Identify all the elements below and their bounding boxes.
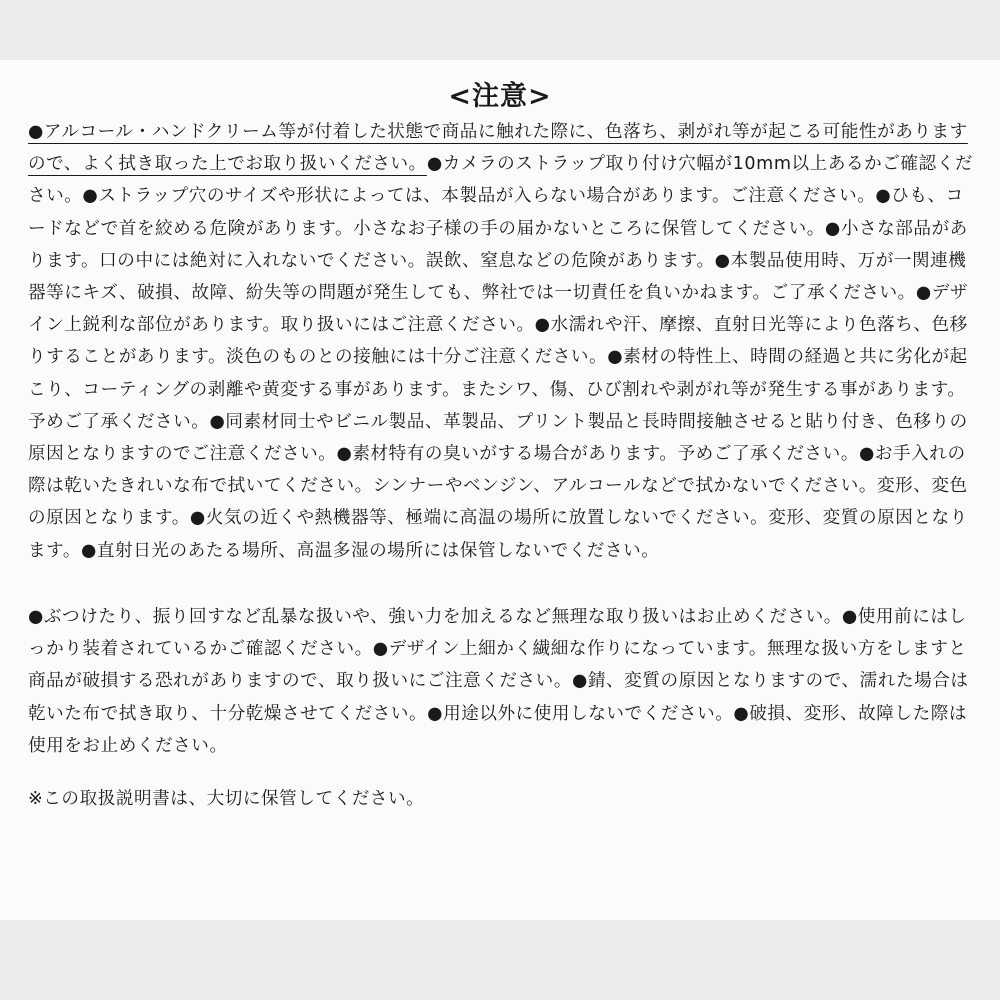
caution-text: ●カメラのストラップ取り付け穴幅が10mm以上あるかご確認ください。●ストラップ穴のサイズや形状によっては、本製品が入らない場合があります。ご注意ください。●ひも、コードなどで首を絞める危険があります。小さなお子様の手の届かないところに保管してください。●小さな部品があります。口の中には絶対に入れないでください。誤飲、窒息などの危険があります。●本製品使用時、万が一関連機器等にキズ、破損、故障、紛失等の問題が発生しても、弊社では一切責任を負いかねます。ご了承ください。●デザイン上鋭利な部位があります。取り扱いにはご注意ください。●水濡れや汗、摩擦、直射日光等により色落ち、色移りすることがあります。淡色のものとの接触には十分ご注意ください。●素材の特性上、時間の経過と共に劣化が起こり、コーティングの剥離や黄変する事があります。またシワ、傷、ひび割れや剥がれ等が発生する事があります。予めご了承ください。●同素材同士やビニル製品、革製品、プリント製品と長時間接触させると貼り付き、色移りの原因となりますのでご注意ください。●素材特有の臭いがする場合があります。予めご了承ください。●お手入れの際は乾いたきれいな布で拭いてください。シンナーやベンジン、アルコールなどで拭かないでください。変形、変色の原因となります。●火気の近くや熱機器等、極端に高温の場所に放置しないでください。変形、変質の原因となります。●直射日光のあたる場所、高温多湿の場所には保管しないでください。 — [28, 154, 973, 561]
page-title: <注意> — [448, 81, 552, 112]
underlined-warning: ●アルコール・ハンドクリーム等が付着した状態で商品に触れた際に、色落ち、剥がれ等が起こる可能性がありますので、よく拭き取った上でお取り扱いください。 — [28, 122, 968, 175]
caution-paragraph-2: ●ぶつけたり、振り回すなど乱暴な扱いや、強い力を加えるなど無理な取り扱いはお止めください。●使用前にはしっかり装着されているかご確認ください。●デザイン上細かく繊細な作りになっています。無理な扱い方をしますと商品が破損する恐れがありますので、取り扱いにご注意ください。●錆、変質の原因となりますので、濡れた場合は乾いた布で拭き取り、十分乾燥させてください。●用途以外に使用しないでください。●破損、変形、故障した際は使用をお止めください。 — [28, 607, 969, 756]
footnote: ※この取扱説明書は、大切に保管してください。 — [28, 789, 425, 809]
caution-paragraph-1 — [28, 116, 978, 567]
